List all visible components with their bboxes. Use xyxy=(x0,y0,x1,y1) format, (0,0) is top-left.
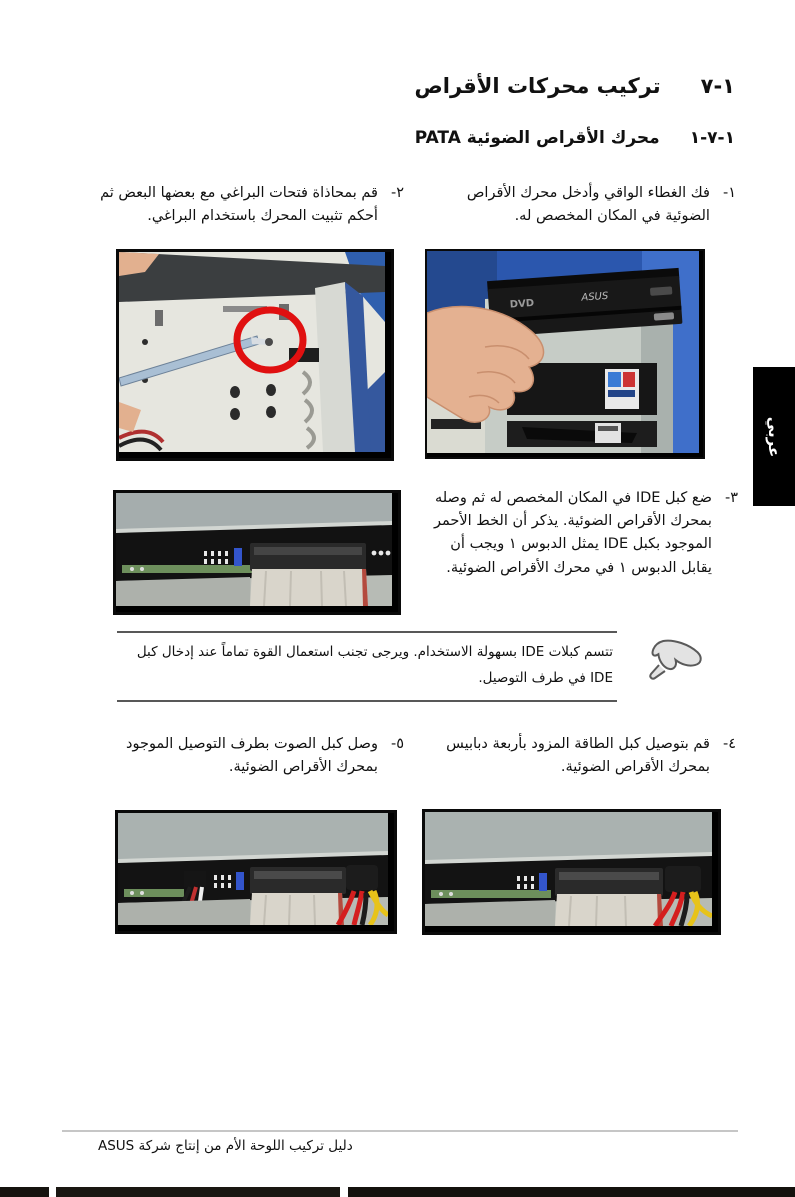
language-side-tab xyxy=(753,367,795,506)
insert-drive-illustration xyxy=(427,251,699,453)
step-4-text: قم بتوصيل كبل الطاقة المزود بأربعة دبابيس بمحرك الأقراص الضوئية. xyxy=(446,736,710,776)
ide-ribbon-cable xyxy=(250,569,368,606)
step-3-number: ٣- xyxy=(724,490,738,506)
language-side-tab-label: عربي xyxy=(764,416,783,457)
step-1 xyxy=(420,182,736,228)
photo-fasten-screws xyxy=(116,249,394,461)
audio-cable-illustration xyxy=(118,813,388,925)
footer-text: دليل تركيب اللوحة الأم من إنتاج شركة ASUS xyxy=(98,1138,353,1154)
step-5-number: ٥- xyxy=(390,736,404,752)
audio-plug xyxy=(184,871,206,887)
note-rule-bottom xyxy=(117,700,617,702)
power-plug xyxy=(665,866,701,892)
section-number: ١-٧ xyxy=(700,74,735,98)
step-2-text: قم بمحاذاة فتحات البراغي مع بعضها البعض ثم أحكم تثبيت المحرك باستخدام البراغي. xyxy=(100,185,378,225)
step-4 xyxy=(420,733,736,779)
photo-insert-drive xyxy=(425,249,705,459)
subsection-number: ١-٧-١ xyxy=(689,128,735,148)
step-1-text: فك الغطاء الواقي وأدخل محرك الأقراص الضوئية في المكان المخصص له. xyxy=(466,185,710,225)
step-5-text: وصل كبل الصوت بطرف التوصيل الموجود بمحرك الأقراص الضوئية. xyxy=(126,736,378,776)
drive-dvd-label: DVD xyxy=(509,298,535,311)
step-5 xyxy=(82,733,404,779)
subsection-heading xyxy=(415,128,735,148)
footer-rule xyxy=(62,1130,738,1132)
step-4-number: ٤- xyxy=(722,736,736,752)
ide-cable-illustration xyxy=(116,493,392,606)
photo-ide-cable xyxy=(113,490,401,615)
section-heading xyxy=(415,74,735,98)
section-title: تركيب محركات الأقراص xyxy=(414,74,661,98)
step-3 xyxy=(418,487,738,580)
photo-power-cable xyxy=(422,809,721,935)
fasten-screws-illustration xyxy=(119,252,385,452)
step-3-text: ضع كبل IDE في المكان المخصص له ثم وصله بمحرك الأقراص الضوئية. يذكر أن الخط الأحمر الموجود بكبل IDE يمثل الدبوس ١ ويجب أن يقابل الدبوس ١ في محرك الأقراص الضوئية. xyxy=(434,490,712,576)
step-2-number: ٢- xyxy=(390,185,404,201)
page-bottom-scan-edge xyxy=(0,1187,795,1197)
step-1-number: ١- xyxy=(722,185,736,201)
drive-asus-label: ASUS xyxy=(581,290,609,304)
power-cable-illustration xyxy=(425,812,712,926)
blue-jumper xyxy=(234,548,242,566)
photo-audio-cable xyxy=(115,810,397,934)
note-text: تتسم كبلات IDE بسهولة الاستخدام. ويرجى تجنب استعمال القوة تماماً عند إدخال كبل IDE في طرف التوصيل. xyxy=(136,644,613,686)
note-rule-top xyxy=(117,631,617,633)
subsection-title: محرك الأقراص الضوئية PATA xyxy=(414,128,660,148)
pointing-hand-icon xyxy=(646,638,708,690)
step-2 xyxy=(82,182,404,228)
